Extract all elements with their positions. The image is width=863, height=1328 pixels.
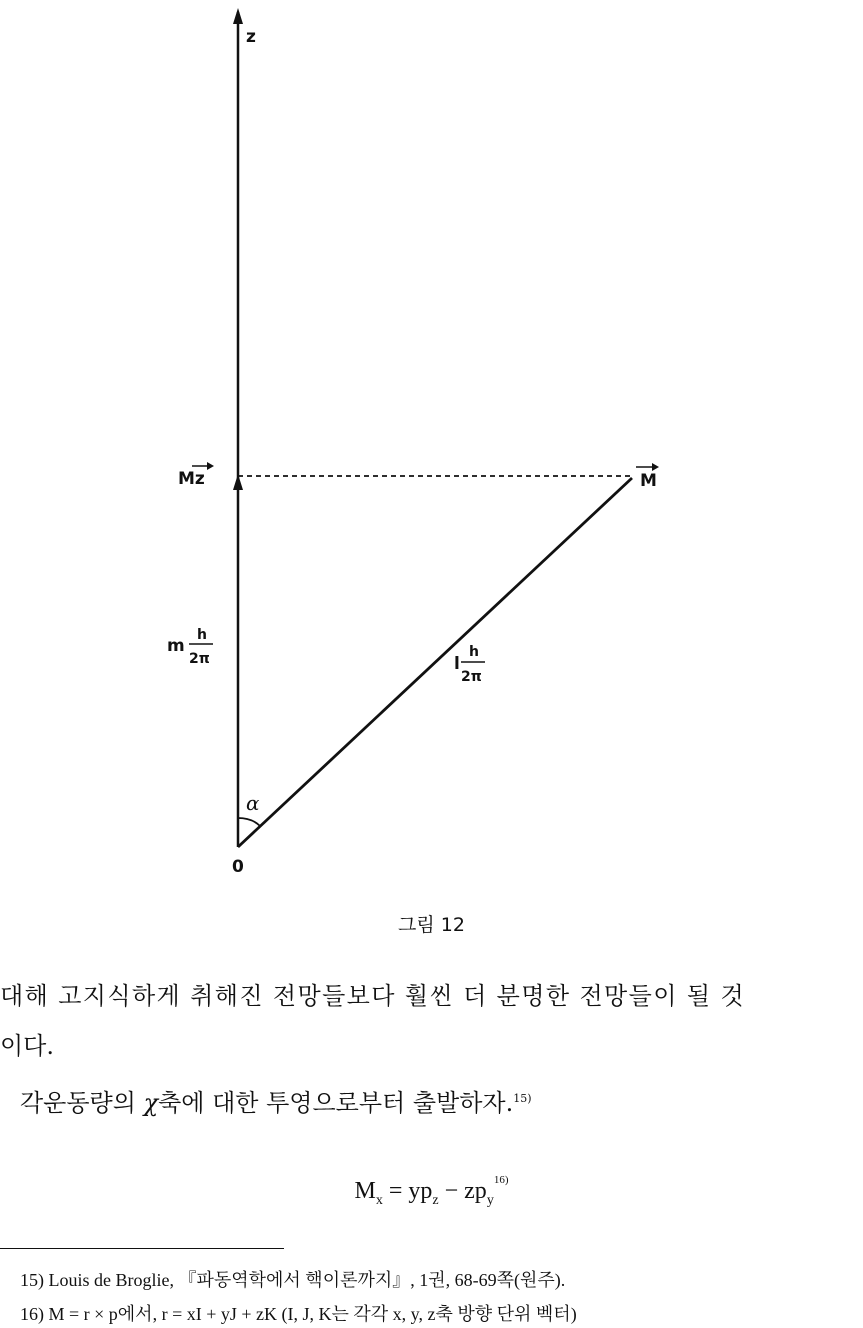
formula-term2-sub: y [486, 1192, 494, 1208]
paragraph-line-2: 이다. [0, 1032, 54, 1060]
formula-minus: − [444, 1178, 459, 1204]
m-fraction-denominator: 2π [189, 651, 210, 667]
z-axis-label: z [246, 27, 256, 47]
m-vector-label: M [640, 471, 657, 491]
angular-momentum-formula [0, 1174, 863, 1209]
l-coefficient: l [454, 654, 460, 674]
paragraph-line-3 [20, 1083, 863, 1119]
z-axis-arrowhead [233, 8, 243, 24]
m-fraction-numerator: h [197, 627, 207, 643]
footnote-16: 16) M = r × p에서, r = xI + yJ + zK (I, J, K는 각각 x, y, z축 방향 단위 벡터) [20, 1304, 577, 1324]
formula-lhs: M [354, 1178, 376, 1204]
origin-label: 0 [232, 857, 244, 877]
l-fraction-numerator: h [469, 644, 479, 660]
footnote-15: 15) Louis de Broglie, 『파동역학에서 핵이론까지』, 1권, 68-69쪽(원주). [20, 1270, 566, 1290]
footnote-ref-15: 15) [513, 1092, 532, 1105]
line3-suffix: 축에 대한 투영으로부터 출발하자. [158, 1089, 514, 1117]
mz-vector-bar-head [207, 462, 214, 470]
formula-term1-sub: z [432, 1192, 439, 1208]
formula-equals: = [388, 1178, 403, 1204]
mz-label: Mz [178, 469, 205, 489]
footnote-divider [0, 1248, 284, 1249]
m-vector-bar-head [652, 463, 659, 471]
footnote-ref-16: 16) [493, 1174, 509, 1186]
l-fraction-denominator: 2π [461, 669, 482, 685]
alpha-label: α [246, 791, 260, 815]
m-coefficient: m [167, 636, 185, 656]
chi-symbol: χ [143, 1089, 159, 1117]
figure-caption: 그림 12 [398, 914, 465, 936]
angle-arc [238, 818, 260, 826]
formula-term2: zp [464, 1178, 487, 1204]
formula-lhs-sub: x [375, 1192, 383, 1208]
formula-term1: yp [408, 1178, 433, 1204]
paragraph-line-1: 대해 고지식하게 취해진 전망들보다 훨씬 더 분명한 전망들이 될 것 [0, 982, 746, 1010]
m-vector-line [238, 478, 632, 847]
line3-prefix: 각운동량의 [20, 1089, 136, 1117]
